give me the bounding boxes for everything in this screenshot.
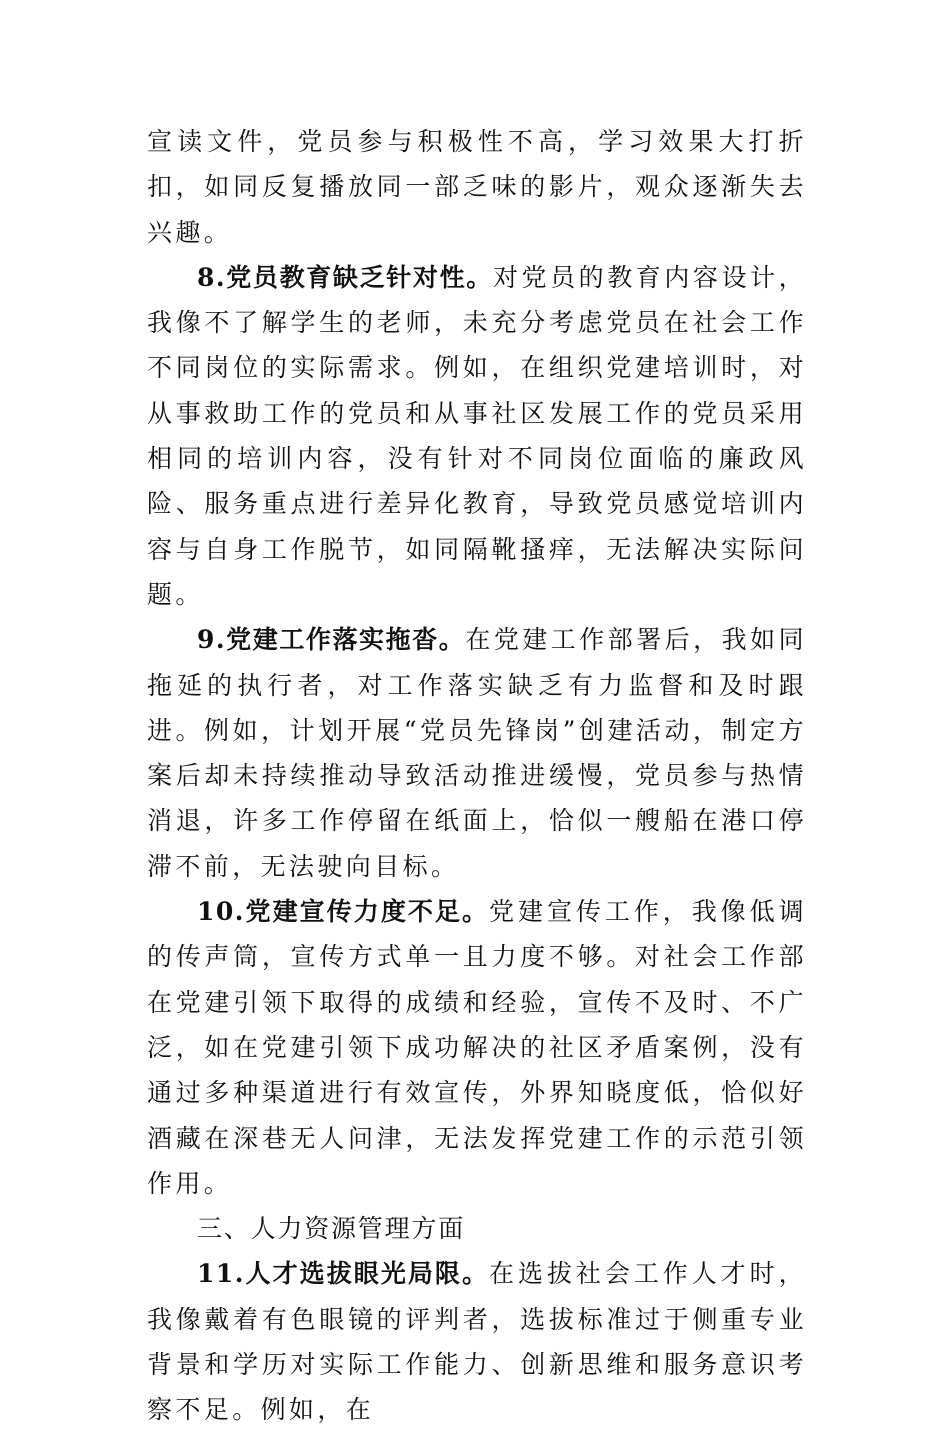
section-heading: 三、人力资源管理方面 <box>197 1214 466 1244</box>
item-9-lead: 9.党建工作落实拖沓。 <box>197 625 466 655</box>
item-10-lead: 10.党建宣传力度不足。 <box>197 897 490 927</box>
item-11-lead: 11.人才选拔眼光局限。 <box>197 1259 490 1289</box>
document-body <box>147 119 807 1433</box>
item-11-body: 在选拔社会工作人才时，我像戴着有色眼镜的评判者，选拔标准过于侧重专业背景和学历对实际工作能力、创新思维和服务意识考察不足。例如，在 <box>147 1259 807 1425</box>
continuation-text: 宣读文件，党员参与积极性不高，学习效果大打折扣，如同反复播放同一部乏味的影片，观众逐渐失去兴趣。 <box>147 127 807 247</box>
item-11-paragraph <box>147 1251 807 1432</box>
item-9-paragraph <box>147 617 807 889</box>
item-9-body: 在党建工作部署后，我如同拖延的执行者，对工作落实缺乏有力监督和及时跟进。例如，计划开展“党员先锋岗”创建活动，制定方案后却未持续推动导致活动推进缓慢，党员参与热情消退，许多工作停留在纸面上，恰似一艘船在港口停滞不前，无法驶向目标。 <box>147 625 807 881</box>
item-8-body: 对党员的教育内容设计，我像不了解学生的老师，未充分考虑党员在社会工作不同岗位的实际需求。例如，在组织党建培训时，对从事救助工作的党员和从事社区发展工作的党员采用相同的培训内容，没有针对不同岗位面临的廉政风险、服务重点进行差异化教育，导致党员感觉培训内容与自身工作脱节，如同隔靴搔痒，无法解决实际问题。 <box>147 262 807 609</box>
item-10-body: 党建宣传工作，我像低调的传声筒，宣传方式单一且力度不够。对社会工作部在党建引领下取得的成绩和经验，宣传不及时、不广泛，如在党建引领下成功解决的社区矛盾案例，没有通过多种渠道进行有效宣传，外界知晓度低，恰似好酒藏在深巷无人问津，无法发挥党建工作的示范引领作用。 <box>147 897 807 1198</box>
continuation-paragraph <box>147 119 807 255</box>
item-8-paragraph <box>147 255 807 617</box>
item-8-lead: 8.党员教育缺乏针对性。 <box>197 262 493 292</box>
item-10-paragraph <box>147 889 807 1206</box>
